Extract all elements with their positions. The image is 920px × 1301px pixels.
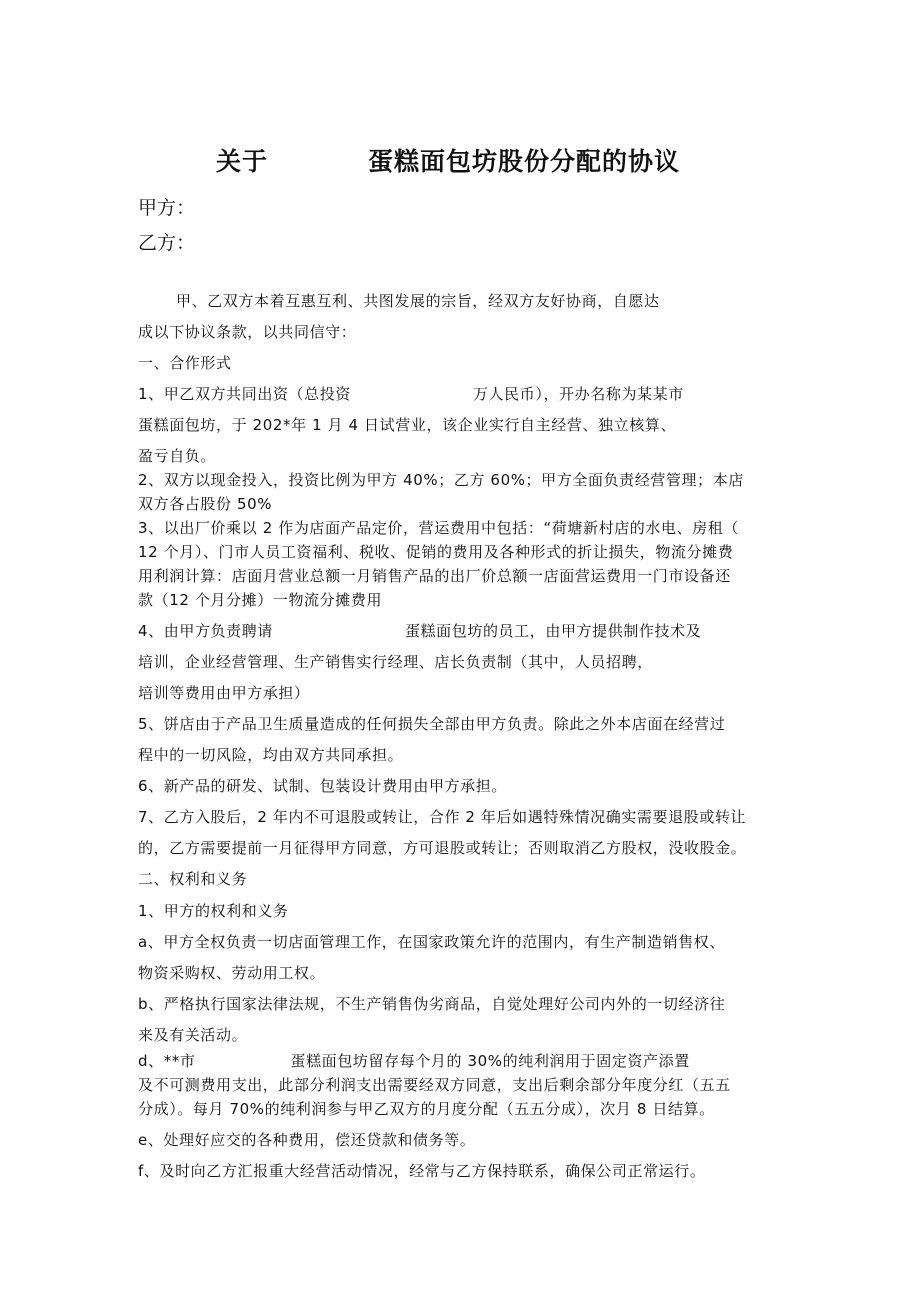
clause-line: b、严格执行国家法律法规，不生产销售伪劣商品，自觉处理好公司内外的一切经济往 — [138, 995, 726, 1013]
subsection-heading: 1、甲方的权利和义务 — [138, 902, 289, 920]
clause-line: 盈亏自负。 — [138, 447, 217, 465]
clause-line: 的，乙方需要提前一月征得甲方同意，方可退股或转让；否则取消乙方股权，没收股金。 — [138, 839, 747, 857]
clause-line: e、处理好应交的各种费用，偿还贷款和债务等。 — [138, 1131, 476, 1149]
clause-line: 12 个月）、门市人员工资福利、税收、促销的费用及各种形式的折让损失，物流分摊费 — [138, 543, 734, 561]
title-part-1: 关于 — [216, 147, 269, 176]
intro-paragraph-line: 甲、乙双方本着互惠互利、共图发展的宗旨，经双方友好协商，自愿达 — [176, 292, 660, 310]
clause-line: 双方各占股份 50% — [138, 495, 273, 513]
clause-text: 1、甲乙双方共同出资（总投资 — [138, 385, 351, 403]
party-b-label: 乙方： — [138, 232, 196, 254]
clause-line: 来及有关活动。 — [138, 1026, 248, 1044]
title-part-2: 蛋糕面包坊股份分配的协议 — [368, 147, 681, 176]
clause-line: 培训，企业经营管理、生产销售实行经理、店长负责制（其中，人员招聘， — [138, 653, 653, 671]
clause-text: d、**市 — [138, 1052, 196, 1070]
clause-line: 及不可测费用支出，此部分利润支出需要经双方同意，支出后剩余部分年度分红（五五 — [138, 1076, 731, 1094]
section-heading: 二、权利和义务 — [138, 870, 248, 888]
party-a-label: 甲方： — [138, 197, 196, 219]
clause-text: 万人民币），开办名称为某某市 — [472, 385, 684, 403]
clause-line — [138, 383, 684, 404]
intro-paragraph-line: 成以下协议条款，以共同信守： — [138, 323, 357, 341]
clause-line: 蛋糕面包坊，于 202*年 1 月 4 日试营业，该企业实行自主经营、独立核算、 — [138, 416, 677, 434]
clause-line: 5、饼店由于产品卫生质量造成的任何损失全部由甲方负责。除此之外本店面在经营过 — [138, 715, 726, 733]
clause-line: 7、乙方入股后，2 年内不可退股或转让，合作 2 年后如遇特殊情况确实需要退股或转让 — [138, 808, 747, 826]
clause-line: 程中的一切风险，均由双方共同承担。 — [138, 746, 404, 764]
clause-line: 6、新产品的研发、试制、包装设计费用由甲方承担。 — [138, 777, 507, 795]
clause-text: 蛋糕面包坊的员工，由甲方提供制作技术及 — [404, 622, 702, 640]
clause-line — [138, 620, 701, 641]
clause-line: a、甲方全权负责一切店面管理工作，在国家政策允许的范围内，有生产制造销售权、 — [138, 933, 725, 951]
clause-text: 蛋糕面包坊留存每个月的 30%的纯利润用于固定资产添置 — [290, 1052, 690, 1070]
clause-line: 2、双方以现金投入，投资比例为甲方 40%；乙方 60%；甲方全面负责经营管理；本店 — [138, 471, 744, 489]
clause-line: 培训等费用由甲方承担） — [138, 684, 310, 702]
clause-line — [138, 1050, 690, 1071]
clause-line: 款（12 个月分摊）一物流分摊费用 — [138, 591, 383, 609]
clause-line: 物资采购权、劳动用工权。 — [138, 964, 326, 982]
clause-line: 分成）。每月 70%的纯利润参与甲乙双方的月度分配（五五分成），次月 8 日结算。 — [138, 1100, 715, 1118]
clause-text: 4、由甲方负责聘请 — [138, 622, 273, 640]
clause-line: f、及时向乙方汇报重大经营活动情况，经常与乙方保持联系，确保公司正常运行。 — [138, 1162, 706, 1180]
clause-line: 3、以出厂价乘以 2 作为店面产品定价，营运费用中包括：“荷塘新村店的水电、房租（ — [138, 519, 739, 537]
clause-line: 用利润计算：店面月营业总额一月销售产品的出厂价总额一店面营运费用一门市设备还 — [138, 567, 731, 585]
section-heading: 一、合作形式 — [138, 354, 232, 372]
